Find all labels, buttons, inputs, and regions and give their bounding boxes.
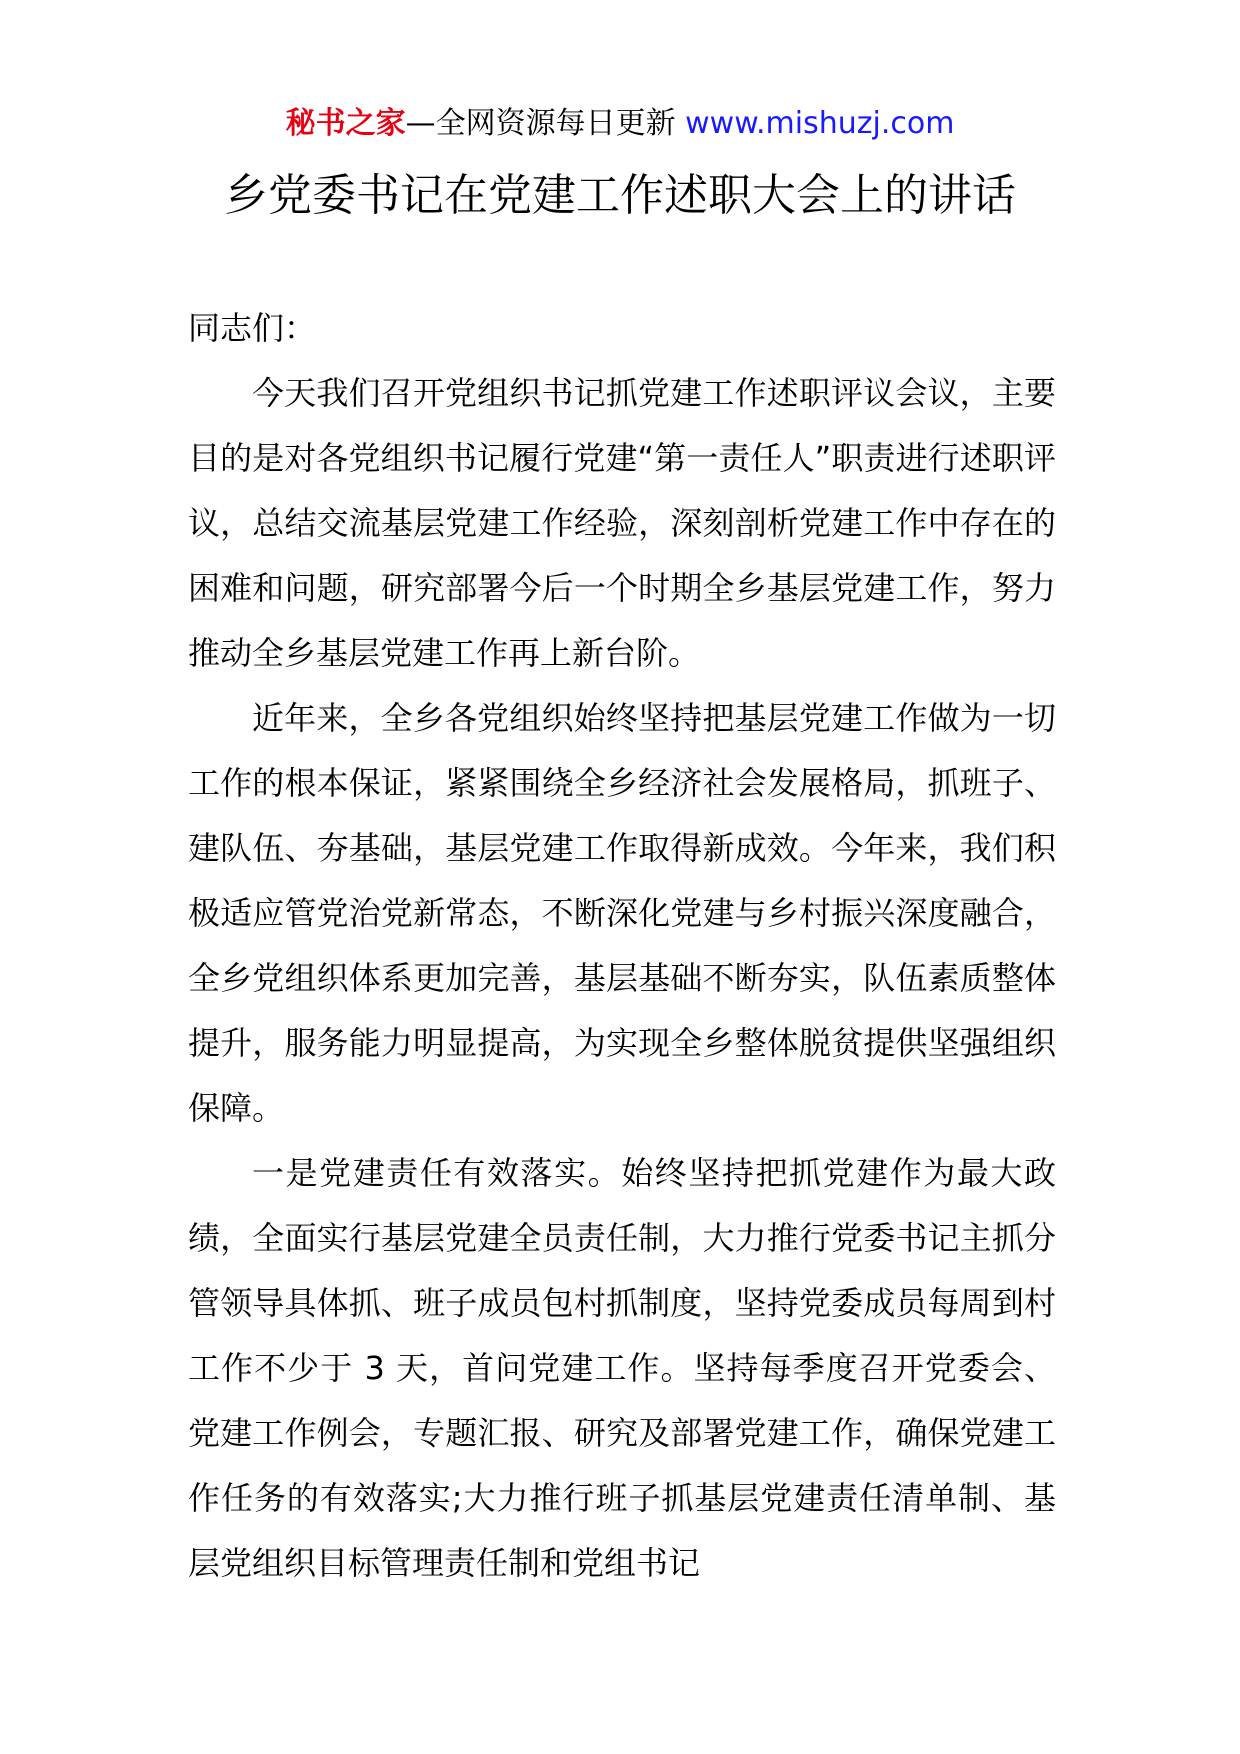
brand-name: 秘书之家 [285,106,406,141]
paragraph-point-one: 一是党建责任有效落实。始终坚持把抓党建作为最大政绩，全面实行基层党建全员责任制，大力推行党委书记主抓分管领导具体抓、班子成员包村抓制度，坚持党委成员每周到村工作不少于 3 天，首问党建工作。坚持每季度召开党委会、党建工作例会，专题汇报、研究及部署党建工作，确保党建工作任务的有效落实;大力推行班子抓基层党建责任清单制、基层党组织目标管理责任制和党组书记 [188,1154,1056,1582]
salutation: 同志们： [188,309,317,347]
paragraph-intro: 今天我们召开党组织书记抓党建工作述职评议会议，主要目的是对各党组织书记履行党建“第一责任人”职责进行述职评议，总结交流基层党建工作经验，深刻剖析党建工作中存在的困难和问题，研究部署今后一个时期全乡基层党建工作，努力推动全乡基层党建工作再上新台阶。 [188,374,1056,672]
document-body [188,296,1056,1596]
paragraph-recent-years: 近年来，全乡各党组织始终坚持把基层党建工作做为一切工作的根本保证，紧紧围绕全乡经济社会发展格局，抓班子、建队伍、夯基础，基层党建工作取得新成效。今年来，我们积极适应管党治党新常态，不断深化党建与乡村振兴深度融合，全乡党组织体系更加完善，基层基础不断夯实，队伍素质整体提升，服务能力明显提高，为实现全乡整体脱贫提供坚强组织保障。 [188,699,1056,1127]
document-title: 乡党委书记在党建工作述职大会上的讲话 [224,170,1016,221]
site-url-link[interactable]: www.mishuzj.com [685,106,955,141]
banner-tagline: —全网资源每日更新 [405,106,686,141]
site-banner [0,102,1240,146]
